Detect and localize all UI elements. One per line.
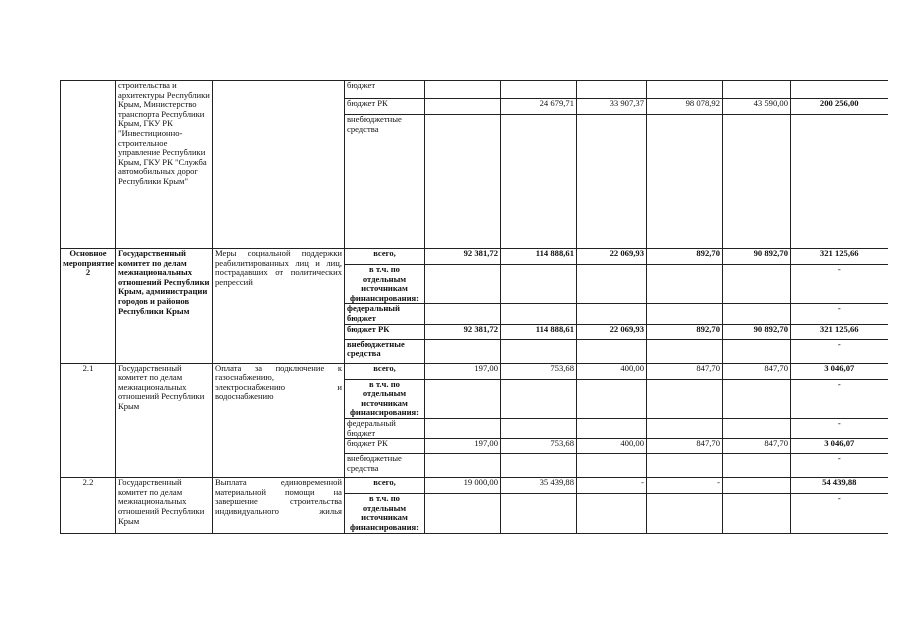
funding-source: внебюджетные средства [345, 339, 425, 363]
year-value-1: 197,00 [425, 439, 501, 454]
year-value-4 [647, 494, 723, 533]
total-value: - [791, 265, 888, 304]
year-value-4: - [647, 478, 723, 494]
funding-source: бюджет РК [345, 324, 425, 339]
year-value-4: 892,70 [647, 324, 723, 339]
year-value-2: 35 439,88 [501, 478, 577, 494]
year-value-5: 90 892,70 [723, 249, 791, 265]
year-value-5 [723, 81, 791, 99]
year-value-4 [647, 115, 723, 249]
year-value-1: 19 000,00 [425, 478, 501, 494]
total-value: - [791, 304, 888, 324]
funding-source: в т.ч. по отдельным источникам финансирования: [345, 494, 425, 533]
year-value-4 [647, 454, 723, 478]
table-row [61, 478, 888, 494]
funding-source: бюджет [345, 81, 425, 99]
year-value-2: 24 679,71 [501, 99, 577, 115]
total-value: 321 125,66 [791, 324, 888, 339]
total-value [791, 81, 888, 99]
total-value: - [791, 339, 888, 363]
year-value-3: 400,00 [577, 363, 647, 379]
year-value-5 [723, 339, 791, 363]
table-row [61, 249, 888, 265]
funding-source: в т.ч. по отдельным источникам финансирования: [345, 265, 425, 304]
funding-source: бюджет РК [345, 439, 425, 454]
year-value-5 [723, 418, 791, 438]
total-value: 54 439,88 [791, 478, 888, 494]
year-value-2 [501, 494, 577, 533]
year-value-4: 847,70 [647, 363, 723, 379]
year-value-1 [425, 379, 501, 418]
year-value-5: 90 892,70 [723, 324, 791, 339]
year-value-4: 847,70 [647, 439, 723, 454]
funding-source: внебюджетные средства [345, 454, 425, 478]
year-value-3 [577, 339, 647, 363]
funding-source: федеральный бюджет [345, 304, 425, 324]
year-value-3 [577, 379, 647, 418]
year-value-2: 753,68 [501, 363, 577, 379]
year-value-3: 22 069,93 [577, 324, 647, 339]
year-value-4 [647, 339, 723, 363]
year-value-1 [425, 99, 501, 115]
year-value-2: 753,68 [501, 439, 577, 454]
year-value-2 [501, 265, 577, 304]
year-value-5 [723, 478, 791, 494]
measure-number: 2.1 [61, 363, 116, 478]
measure-number [61, 81, 116, 249]
year-value-2 [501, 115, 577, 249]
year-value-4 [647, 304, 723, 324]
measure-description: Меры социальной поддержки реабилитированных лиц и лиц, пострадавших от политических репрессий [213, 249, 345, 364]
funding-source: бюджет РК [345, 99, 425, 115]
year-value-3 [577, 115, 647, 249]
measure-number: Основное мероприятие 2 [61, 249, 116, 364]
year-value-1 [425, 81, 501, 99]
year-value-1 [425, 418, 501, 438]
year-value-2 [501, 304, 577, 324]
year-value-1: 197,00 [425, 363, 501, 379]
year-value-2 [501, 418, 577, 438]
total-value: 3 046,07 [791, 363, 888, 379]
year-value-1: 92 381,72 [425, 249, 501, 265]
year-value-5 [723, 304, 791, 324]
funding-source: всего, [345, 363, 425, 379]
year-value-1 [425, 454, 501, 478]
funding-source: всего, [345, 478, 425, 494]
year-value-2: 114 888,61 [501, 249, 577, 265]
executor-cell: строительства и архитектуры Республики Крым, Министерство транспорта Республики Крым, ГКУ РК "Инвестиционно-строительное управление Республики Крым, ГКУ РК "Служба автомобильных дорог Республики Крым" [116, 81, 213, 249]
executor-cell: Государственный комитет по делам межнациональных отношений Республики Крым [116, 478, 213, 533]
year-value-1 [425, 115, 501, 249]
year-value-2 [501, 81, 577, 99]
funding-source: всего, [345, 249, 425, 265]
year-value-4 [647, 418, 723, 438]
year-value-3 [577, 265, 647, 304]
year-value-2: 114 888,61 [501, 324, 577, 339]
year-value-3: 33 907,37 [577, 99, 647, 115]
executor-cell: Государственный комитет по делам межнациональных отношений Республики Крым [116, 363, 213, 478]
year-value-5: 847,70 [723, 439, 791, 454]
year-value-3 [577, 81, 647, 99]
year-value-2 [501, 379, 577, 418]
year-value-4 [647, 81, 723, 99]
measure-description [213, 81, 345, 249]
year-value-3 [577, 494, 647, 533]
table-body [61, 81, 888, 534]
total-value: - [791, 454, 888, 478]
year-value-4 [647, 265, 723, 304]
total-value [791, 115, 888, 249]
year-value-1 [425, 265, 501, 304]
year-value-1 [425, 339, 501, 363]
year-value-1 [425, 304, 501, 324]
year-value-5 [723, 115, 791, 249]
year-value-3: 400,00 [577, 439, 647, 454]
year-value-5 [723, 265, 791, 304]
year-value-3: - [577, 478, 647, 494]
funding-source: в т.ч. по отдельным источникам финансирования: [345, 379, 425, 418]
table-row [61, 81, 888, 99]
table-row [61, 363, 888, 379]
measure-description: Выплата единовременной материальной помощи на завершение строительства индивидуального жилья [213, 478, 345, 533]
year-value-5 [723, 379, 791, 418]
year-value-4 [647, 379, 723, 418]
total-value: - [791, 494, 888, 533]
year-value-5 [723, 494, 791, 533]
measure-description: Оплата за подключение к газоснабжению, электроснабжению и водоснабжению [213, 363, 345, 478]
budget-table [60, 80, 888, 534]
year-value-3 [577, 418, 647, 438]
year-value-1 [425, 494, 501, 533]
year-value-5 [723, 454, 791, 478]
measure-number: 2.2 [61, 478, 116, 533]
year-value-5: 847,70 [723, 363, 791, 379]
year-value-4: 892,70 [647, 249, 723, 265]
total-value: - [791, 418, 888, 438]
funding-source: федеральный бюджет [345, 418, 425, 438]
year-value-5: 43 590,00 [723, 99, 791, 115]
year-value-3 [577, 454, 647, 478]
year-value-1: 92 381,72 [425, 324, 501, 339]
year-value-3 [577, 304, 647, 324]
year-value-3: 22 069,93 [577, 249, 647, 265]
total-value: - [791, 379, 888, 418]
year-value-4: 98 078,92 [647, 99, 723, 115]
executor-cell: Государственный комитет по делам межнациональных отношений Республики Крым, администрации городов и районов Республики Крым [116, 249, 213, 364]
year-value-2 [501, 339, 577, 363]
total-value: 321 125,66 [791, 249, 888, 265]
total-value: 200 256,00 [791, 99, 888, 115]
year-value-2 [501, 454, 577, 478]
funding-source: внебюджетные средства [345, 115, 425, 249]
total-value: 3 046,07 [791, 439, 888, 454]
